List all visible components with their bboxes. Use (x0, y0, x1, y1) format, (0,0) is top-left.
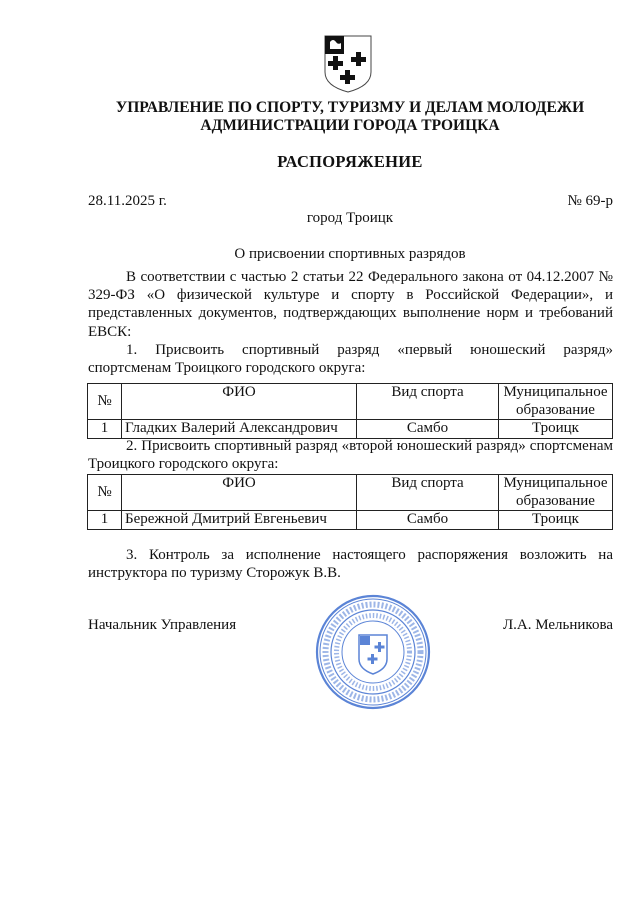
table-second-rank (87, 474, 613, 530)
col-municipality-header: Муниципальное образование (499, 384, 613, 420)
cell-name: Бережной Дмитрий Евгеньевич (122, 511, 357, 530)
document-subject: О присвоении спортивных разрядов (234, 246, 466, 262)
item3-paragraph (88, 546, 613, 582)
col-name-header: ФИО (122, 475, 357, 511)
table-first-rank (87, 383, 613, 439)
preamble-text: В соответствии с частью 2 статьи 22 Федерального закона от 04.12.2007 № 329-ФЗ «О физической культуре и спорту в Российской Федерации», и представленных документов, подтверждающих выполнение норм и требований ЕВСК: (88, 269, 613, 340)
table-row (88, 511, 613, 530)
item2-paragraph (88, 437, 613, 473)
item3-text: 3. Контроль за исполнение настоящего распоряжения возложить на инструктора по туризму Сторожук В.В. (88, 547, 613, 582)
coat-of-arms-icon (322, 34, 374, 94)
col-municipality-header: Муниципальное образование (499, 475, 613, 511)
col-sport-header: Вид спорта (357, 384, 499, 420)
document-city: город Троицк (306, 210, 394, 226)
official-seal-icon (314, 593, 432, 711)
signatory-name: Л.А. Мельникова (502, 617, 613, 633)
document-date: 28.11.2025 г. (88, 193, 167, 209)
cell-number: 1 (88, 420, 122, 439)
col-sport-header: Вид спорта (357, 475, 499, 511)
cell-municipality: Троицк (499, 511, 613, 530)
table-header-row (88, 475, 613, 511)
table-header-row (88, 384, 613, 420)
signatory-role: Начальник Управления (88, 617, 237, 633)
item1-text: 1. Присвоить спортивный разряд «первый юношеский разряд» спортсменам Троицкого городского округа: (88, 341, 613, 377)
cell-sport: Самбо (357, 420, 499, 439)
organization-name: УПРАВЛЕНИЕ ПО СПОРТУ, ТУРИЗМУ И ДЕЛАМ МОЛОДЕЖИ (115, 99, 585, 116)
item2-text: 2. Присвоить спортивный разряд «второй юношеский разряд» спортсменам Троицкого городского округа: (88, 438, 613, 473)
col-number-header: № (88, 475, 122, 511)
cell-sport: Самбо (357, 511, 499, 530)
cell-number: 1 (88, 511, 122, 530)
col-name-header: ФИО (122, 384, 357, 420)
document-number: № 69-р (567, 193, 613, 209)
cell-municipality: Троицк (499, 420, 613, 439)
table-row (88, 420, 613, 439)
col-number-header: № (88, 384, 122, 420)
organization-subname: АДМИНИСТРАЦИИ ГОРОДА ТРОИЦКА (200, 117, 500, 134)
document-type-title: РАСПОРЯЖЕНИЕ (277, 152, 423, 171)
cell-name: Гладких Валерий Александрович (122, 420, 357, 439)
preamble-paragraph (88, 268, 613, 377)
